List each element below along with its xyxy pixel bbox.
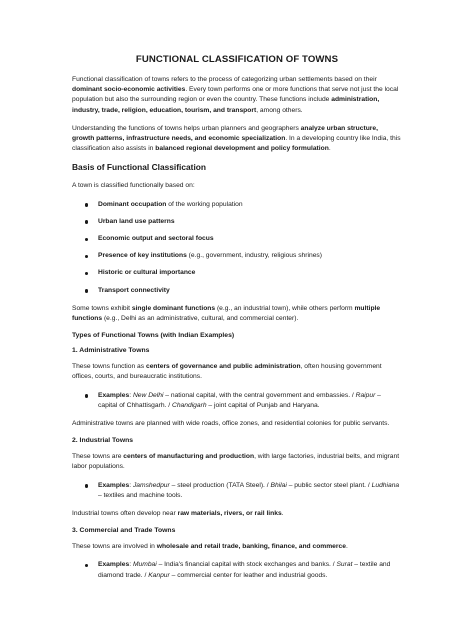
commercial-examples [72,560,402,580]
page-title: FUNCTIONAL CLASSIFICATION OF TOWNS [135,54,339,65]
list-item: Transport connectivity [98,286,402,296]
list-item: Economic output and sectoral focus [98,234,402,244]
intro-paragraph-2: Understanding the functions of towns helps urban planners and geographers analyze urban structure, growth patterns, infrastructure needs, and economic specialization. In a developing country like India, this classification also assists in balanced regional development and policy formulation. [72,124,401,153]
list-item: Examples: Mumbai – India's financial capital with stock exchanges and banks. / Surat – textile and diamond trade. / Kanpur – commercial center for leather and industrial goods. [98,560,402,580]
list-item: Urban land use patterns [98,217,402,227]
admin-after: Administrative towns are planned with wide roads, office zones, and residential colonies for public servants. [72,420,390,428]
admin-heading: 1. Administrative Towns [72,347,150,355]
commercial-description: These towns are involved in wholesale and retail trade, banking, finance, and commerce. [72,543,348,551]
bullet-icon [85,564,88,567]
basis-lead: A town is classified functionally based on: [72,182,195,190]
list-item: Presence of key institutions (e.g., government, industry, religious shrines) [98,251,402,261]
admin-description: These towns function as centers of governance and public administration, often housing government offices, courts, and bureaucratic institutions. [72,363,382,381]
industrial-heading: 2. Industrial Towns [72,437,134,445]
basis-note: Some towns exhibit single dominant functions (e.g., an industrial town), while others perform multiple functions (e.g., Delhi as an administrative, cultural, and commercial center). [72,304,381,323]
industrial-description: These towns are centers of manufacturing and production, with large factories, industrial belts, and migrant labor populations. [72,453,400,471]
bullet-icon [85,220,88,223]
list-item: Dominant occupation of the working population [98,200,402,210]
list-item: Historic or cultural importance [98,268,402,278]
industrial-examples [72,481,402,501]
bullet-icon [85,238,88,241]
bullet-icon [85,203,88,206]
list-item: Examples: New Delhi – national capital, with the central government and embassies. / Raipur – capital of Chhattisgarh. / Chandigarh – joint capital of Punjab and Haryana. [98,391,402,411]
bullet-icon [85,484,88,487]
types-heading: Types of Functional Towns (with Indian Examples) [72,332,235,340]
industrial-after: Industrial towns often develop near raw materials, rivers, or rail links. [72,510,284,518]
commercial-heading: 3. Commercial and Trade Towns [72,527,176,535]
basis-list [72,200,402,296]
bullet-icon [85,289,88,292]
section-heading-basis: Basis of Functional Classification [72,162,207,173]
intro-paragraph-1: Functional classification of towns refers to the process of categorizing urban settlements based on their dominant socio-economic activities. Every town performs one or more functions that serve not just the local population but also the surrounding region or even the country. These functions include administration, industry, trade, religion, education, tourism, and transport, among others. [72,76,399,114]
admin-examples [72,391,402,411]
bullet-icon [85,272,88,275]
bullet-icon [85,394,88,397]
list-item: Examples: Jamshedpur – steel production (TATA Steel). / Bhilai – public sector steel plant. / Ludhiana – textiles and machine tools. [98,481,402,501]
bullet-icon [85,255,88,258]
